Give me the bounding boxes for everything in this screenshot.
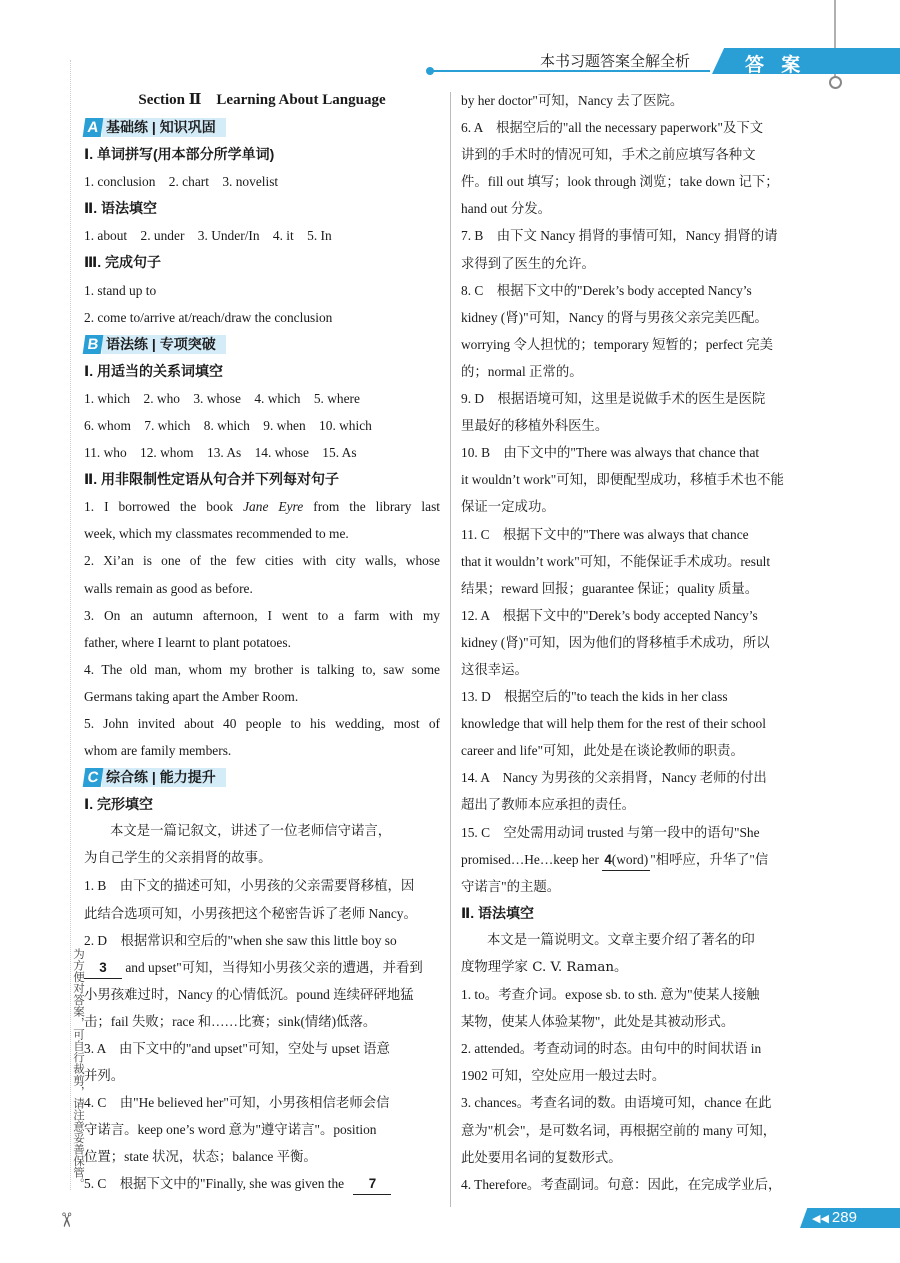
b2-answer-line: 5. John invited about 40 people to his wedding, most of xyxy=(84,715,440,731)
answer-line: 12. A 根据下文中的"Derek’s body accepted Nancy’s xyxy=(461,607,758,623)
answer-line: 超出了教师本应承担的责任。 xyxy=(461,797,636,813)
b2-answer-line: Germans taking apart the Amber Room. xyxy=(84,688,299,704)
blank-word: (word) xyxy=(611,851,649,867)
badge-a-label: 基础练 | 知识巩固 xyxy=(102,118,226,137)
b2-answer-line: 4. The old man, whom my brother is talking to, saw some xyxy=(84,661,440,677)
c2-intro: 度物理学家 C. V. Raman。 xyxy=(461,960,628,975)
answer-line: 4. Therefore。考查副词。句意：因此，在完成学业后， xyxy=(461,1176,782,1192)
answer-line: knowledge that will help them for the rest of their school xyxy=(461,716,766,732)
answer-line: 4. C 由"He believed her"可知，小男孩相信老师会信 xyxy=(84,1095,390,1111)
c1-intro: 为自己学生的父亲捐肾的故事。 xyxy=(84,851,272,867)
b1-answers-row: 11. who 12. whom 13. As 14. whose 15. As xyxy=(84,445,357,461)
section-a-badge xyxy=(84,114,440,141)
a3-answer-1: 1. stand up to xyxy=(84,282,157,298)
section-b-badge xyxy=(84,331,440,358)
b2-answer-line: 2. Xi’an is one of the few cities with city walls, whose xyxy=(84,553,440,569)
a3-heading: Ⅲ. 完成句子 xyxy=(84,254,162,271)
blank-ref xyxy=(602,850,650,871)
right-column xyxy=(461,87,816,1198)
answer-line: 11. C 根据下文中的"There was always that chance xyxy=(461,526,749,542)
answer-line: kidney (肾)"可知，Nancy 的肾与男孩父亲完美匹配。 xyxy=(461,309,768,325)
c1-intro: 本文是一篇记叙文，讲述了一位老师信守诺言， xyxy=(110,824,392,840)
answer-line: 的；normal 正常的。 xyxy=(461,363,583,379)
answer-line: career and life"可知，此处是在谈论教师的职责。 xyxy=(461,743,744,759)
b2-answer-line: whom are family members. xyxy=(84,743,232,759)
section-c-badge xyxy=(84,764,440,791)
blank-number: 4 xyxy=(604,851,612,867)
answer-line xyxy=(461,846,816,873)
page-number-text: 289 xyxy=(831,1209,857,1226)
answer-line: 10. B 由下文中的"There was always that chance that xyxy=(461,445,760,461)
answer-line: kidney (肾)"可知，因为他们的肾移植手术成功，所以 xyxy=(461,634,770,650)
answer-line: 守诺言"的主题。 xyxy=(461,878,561,894)
blank-ref: 3 xyxy=(84,958,122,979)
answer-line: 击；fail 失败；race 和……比赛；sink(情绪)低落。 xyxy=(84,1013,377,1029)
b1-answers-row: 1. which 2. who 3. whose 4. which 5. where xyxy=(84,390,360,406)
a3-answer-2: 2. come to/arrive at/reach/draw the conclusion xyxy=(84,309,333,325)
answer-line: 位置；state 状况，状态；balance 平衡。 xyxy=(84,1149,317,1165)
answer-line: 9. D 根据语境可知，这里是说做手术的医生是医院 xyxy=(461,391,766,407)
left-column xyxy=(84,87,440,1198)
answer-line: 6. A 根据空后的"all the necessary paperwork"及下文 xyxy=(461,120,764,136)
answer-line: 这很幸运。 xyxy=(461,661,528,677)
answer-line: 意为"机会"，是可数名词，再根据空前的 many 可知， xyxy=(461,1122,777,1138)
answer-line: 此处要用名词的复数形式。 xyxy=(461,1149,622,1165)
answer-text: and upset"可知，当得知小男孩父亲的遭遇，并看到 xyxy=(122,959,423,975)
badge-a-letter: A xyxy=(83,118,104,137)
a2-answers: 1. about 2. under 3. Under/In 4. it 5. In xyxy=(84,228,332,244)
scissors-icon: ✂ xyxy=(54,1211,79,1229)
b2-answer-line: father, where I learnt to plant potatoes. xyxy=(84,634,291,650)
answer-line: worrying 令人担忧的；temporary 短暂的；perfect 完美 xyxy=(461,336,774,352)
c1-heading: Ⅰ. 完形填空 xyxy=(84,796,153,813)
answer-line: 里最好的移植外科医生。 xyxy=(461,418,609,434)
answer-text: 5. C 根据下文中的"Finally, she was given the xyxy=(84,1176,345,1192)
header-tab-label: 答 案 xyxy=(745,55,807,76)
header-dot-icon xyxy=(426,67,434,75)
b2-1-text: from the library last xyxy=(303,499,440,515)
b1-heading: Ⅰ. 用适当的关系词填空 xyxy=(84,362,223,379)
side-note: 为方便对答案，可自行裁剪，请注意妥善保管。 xyxy=(72,948,86,1190)
b2-answer-line: walls remain as good as before. xyxy=(84,580,253,596)
answer-line xyxy=(84,1170,440,1197)
header-title: 本书习题答案全解全析 xyxy=(540,53,691,70)
blank-ref: 7 xyxy=(353,1174,391,1195)
answer-line: 1. to。考查介词。expose sb. to sth. 意为"使某人接触 xyxy=(461,987,760,1003)
answer-line: 并列。 xyxy=(84,1068,125,1084)
answer-line: by her doctor"可知，Nancy 去了医院。 xyxy=(461,93,684,108)
b2-answer-line: week, which my classmates recommended to me. xyxy=(84,526,349,542)
answer-line: 15. C 空处需用动词 trusted 与第一段中的语句"She xyxy=(461,824,760,840)
answer-line: 14. A Nancy 为男孩的父亲捐肾，Nancy 老师的付出 xyxy=(461,770,767,786)
page-number xyxy=(812,1209,857,1226)
column-divider xyxy=(450,92,451,1207)
b2-heading: Ⅱ. 用非限制性定语从句合并下列每对句子 xyxy=(84,471,339,488)
c2-heading: Ⅱ. 语法填空 xyxy=(461,904,535,921)
answer-line: 2. attended。考查动词的时态。由句中的时间状语 in xyxy=(461,1041,762,1057)
a2-heading: Ⅱ. 语法填空 xyxy=(84,200,158,217)
section-title: Section Ⅱ Learning About Language xyxy=(138,92,386,108)
answer-text: "相呼应，升华了"信 xyxy=(650,851,769,867)
c2-intro: 本文是一篇说明文。文章主要介绍了著名的印 xyxy=(487,932,755,948)
answer-line: 讲到的手术时的情况可知，手术之前应填写各种文 xyxy=(461,147,756,163)
answer-line xyxy=(84,954,440,981)
answer-line: 13. D 根据空后的"to teach the kids in her class xyxy=(461,689,728,705)
b2-answer-line xyxy=(84,493,440,520)
answer-line: 此结合选项可知，小男孩把这个秘密告诉了老师 Nancy。 xyxy=(84,905,417,921)
a1-heading: Ⅰ. 单词拼写(用本部分所学单词) xyxy=(84,146,275,163)
book-title: Jane Eyre xyxy=(243,499,304,515)
answer-line: hand out 分发。 xyxy=(461,201,552,217)
answer-line: 1902 可知，空处应用一般过去时。 xyxy=(461,1068,666,1084)
answer-line: 保证一定成功。 xyxy=(461,499,555,515)
answer-line: 2. D 根据常识和空后的"when she saw this little boy so xyxy=(84,932,397,948)
answer-line: 8. C 根据下文中的"Derek’s body accepted Nancy’s xyxy=(461,282,752,298)
answer-line: 7. B 由下文 Nancy 捐肾的事情可知，Nancy 捐肾的请 xyxy=(461,228,778,244)
answer-line: 3. chances。考查名词的数。由语境可知，chance 在此 xyxy=(461,1095,772,1111)
badge-b-label: 语法练 | 专项突破 xyxy=(102,335,226,354)
answer-line: that it wouldn’t work"可知，不能保证手术成功。result xyxy=(461,553,771,569)
answer-line: 求得到了医生的允许。 xyxy=(461,255,595,271)
badge-c-letter: C xyxy=(83,768,104,787)
arrow-left-icon: ◀◀ xyxy=(812,1213,829,1225)
bookmark-ring-icon xyxy=(829,76,842,89)
answer-line: 1. B 由下文的描述可知，小男孩的父亲需要肾移植，因 xyxy=(84,878,415,894)
b2-answer-line: 3. On an autumn afternoon, I went to a farm with my xyxy=(84,607,440,623)
answer-text: promised…He…keep her xyxy=(461,851,603,867)
badge-c-label: 综合练 | 能力提升 xyxy=(102,768,226,787)
answer-line: 件。fill out 填写；look through 浏览；take down 记下； xyxy=(461,174,779,190)
answer-line: 某物，使某人体验某物"，此处是其被动形式。 xyxy=(461,1014,735,1030)
a1-answers: 1. conclusion 2. chart 3. novelist xyxy=(84,174,279,190)
answer-line: 守诺言。keep one’s word 意为"遵守诺言"。position xyxy=(84,1122,377,1138)
b1-answers-row: 6. whom 7. which 8. which 9. when 10. which xyxy=(84,417,372,433)
badge-b-letter: B xyxy=(83,335,104,354)
answer-line: 结果；reward 回报；guarantee 保证；quality 质量。 xyxy=(461,580,759,596)
answer-line: 3. A 由下文中的"and upset"可知，空处与 upset 语意 xyxy=(84,1041,390,1056)
answer-line: it wouldn’t work"可知，即便配型成功，移植手术也不能 xyxy=(461,472,784,488)
answer-line: 小男孩难过时，Nancy 的心情低沉。pound 连续砰砰地猛 xyxy=(84,986,414,1002)
b2-1-text: 1. I borrowed the book xyxy=(84,499,244,515)
